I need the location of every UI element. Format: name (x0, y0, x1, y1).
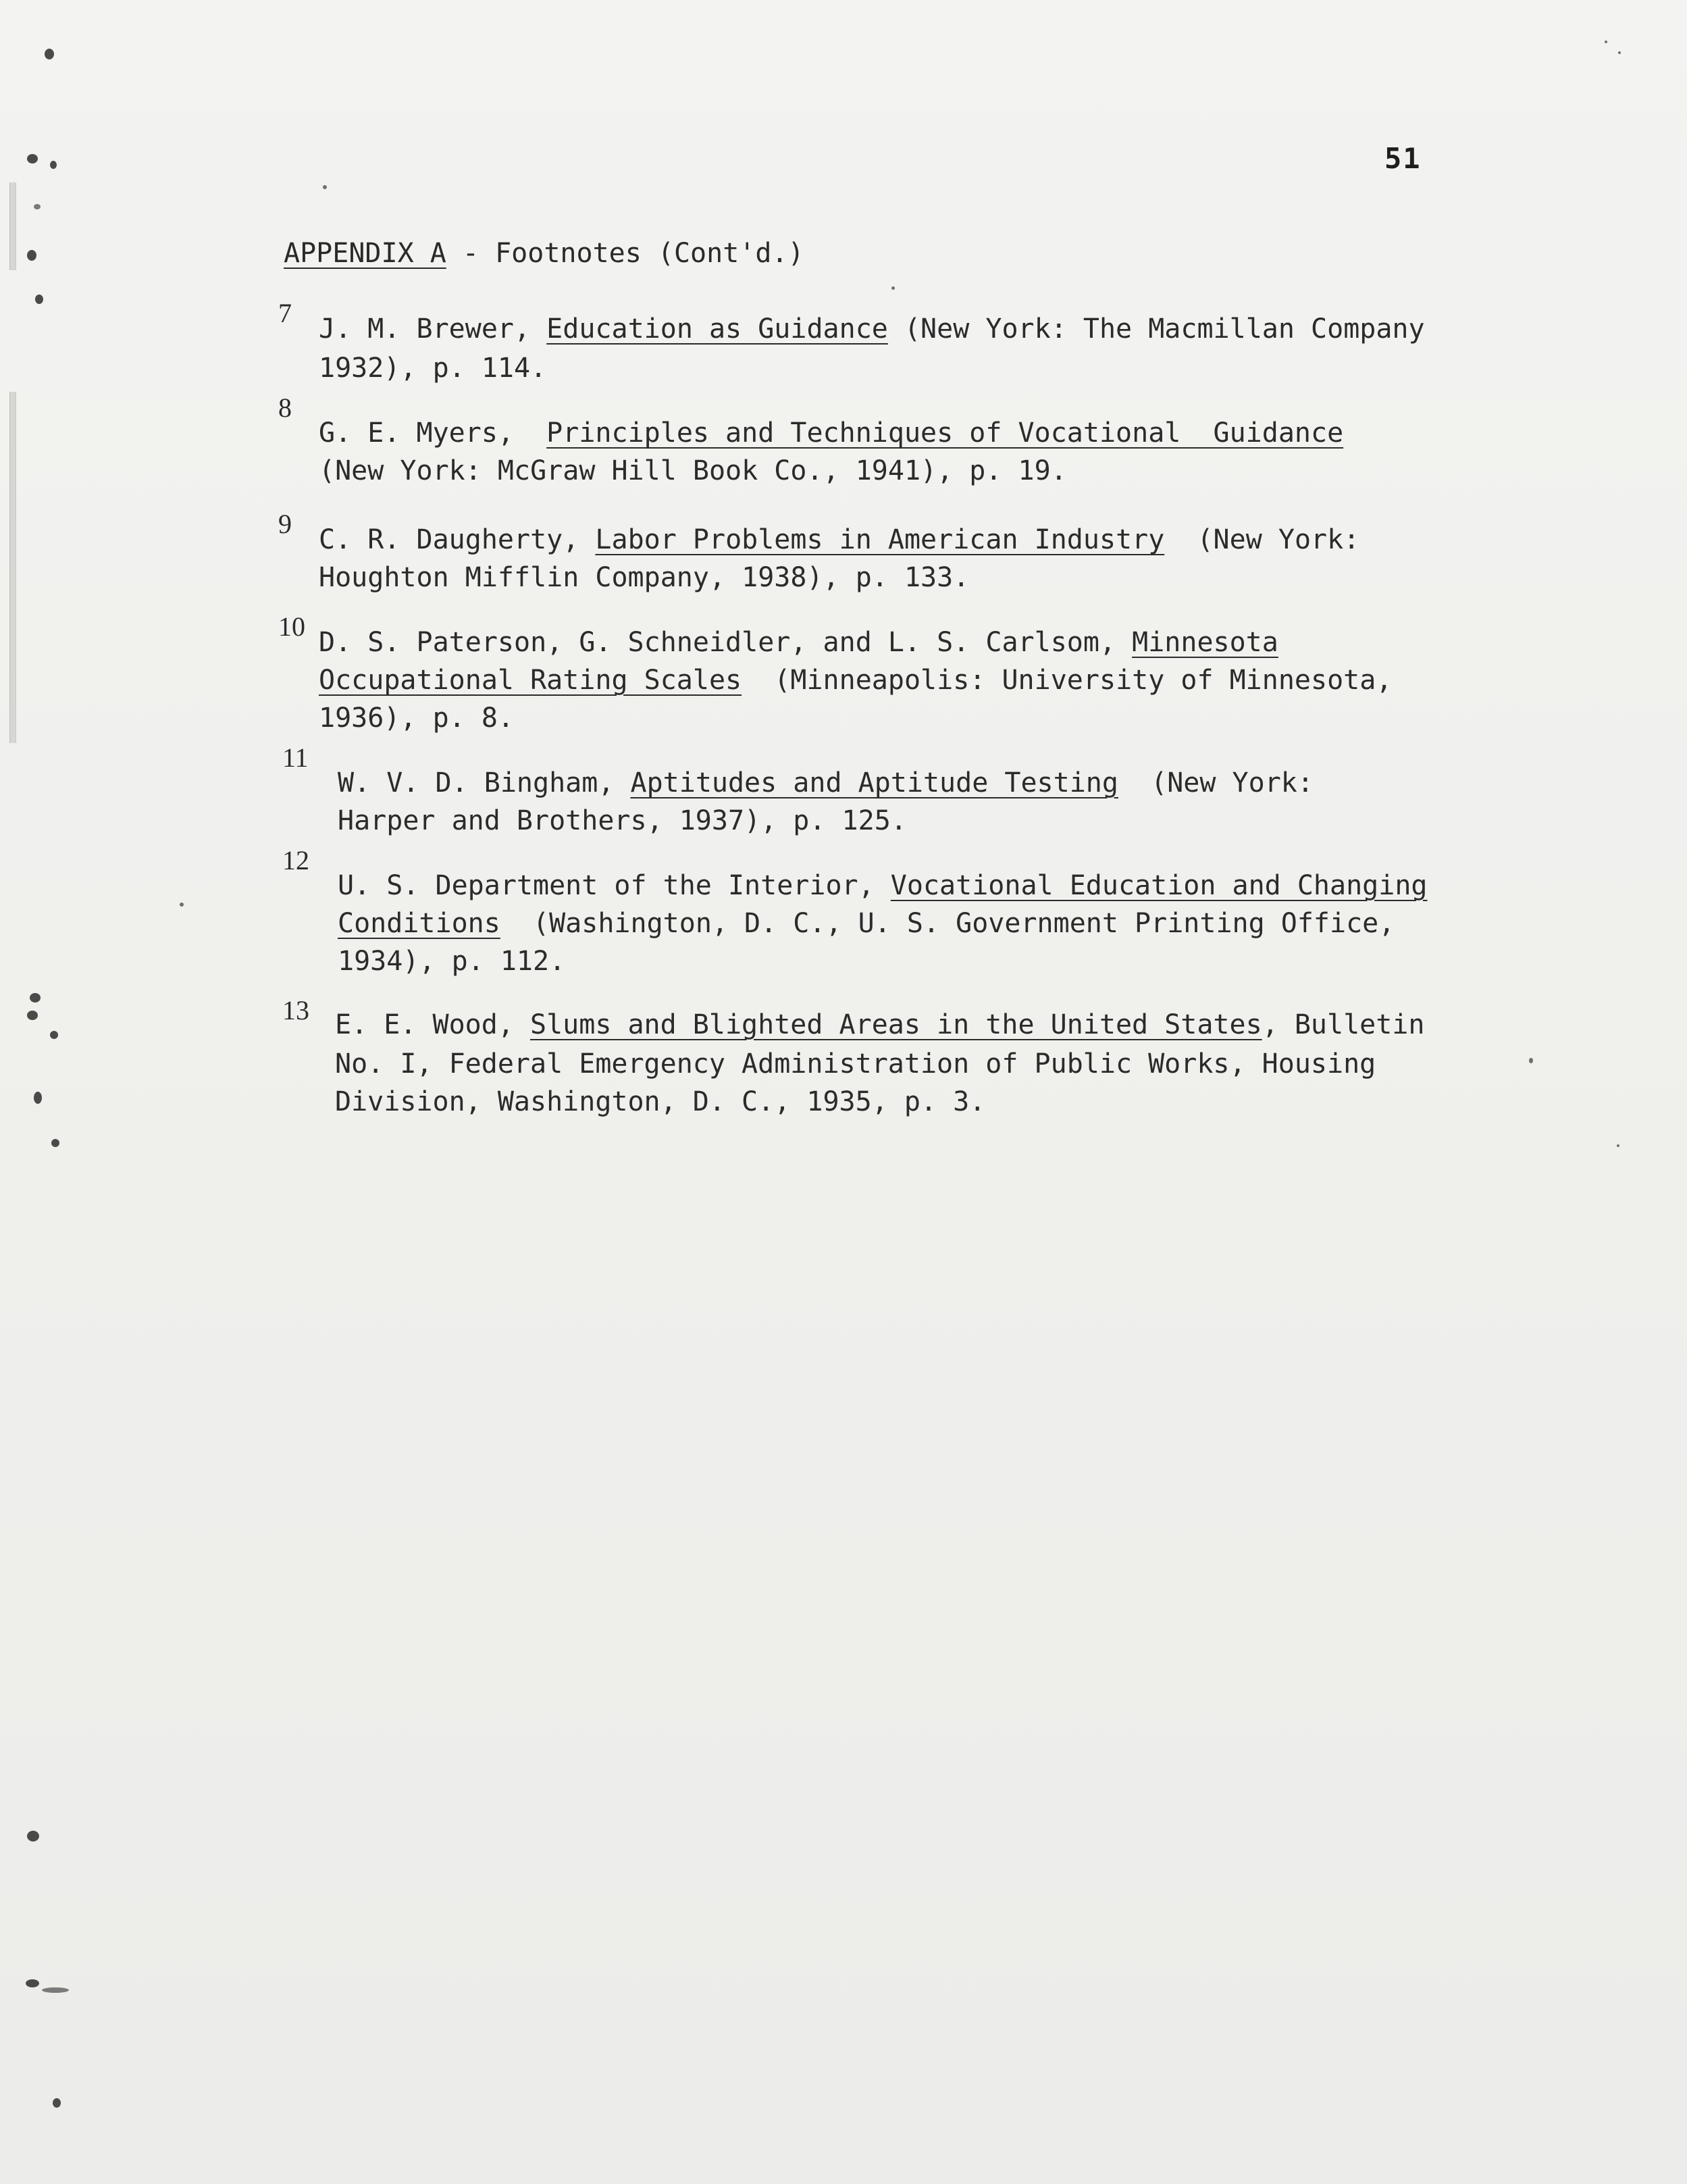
punch-mark (53, 2098, 61, 2108)
stray-mark (180, 903, 184, 907)
footnote-text: No. I, Federal Emergency Administration of Public Works, Housing (335, 1048, 1376, 1080)
footnote-text: , Bulletin (1262, 1009, 1425, 1040)
heading-label: APPENDIX A (284, 238, 446, 269)
footnote-title: Education as Guidance (546, 313, 888, 345)
page-heading (284, 238, 804, 269)
footnote-line (319, 627, 1278, 658)
footnote-text: 1936), p. 8. (319, 703, 514, 734)
footnote-line (319, 665, 1392, 696)
footnote-text: W. V. D. Bingham, (338, 767, 631, 798)
punch-mark (34, 1092, 42, 1104)
stray-mark (323, 185, 327, 189)
footnote-line (335, 1009, 1425, 1040)
footnote-line (319, 353, 546, 384)
footnote-text: (New York: McGraw Hill Book Co., 1941), p. 19. (319, 455, 1067, 486)
footnote-text: Harper and Brothers, 1937), p. 125. (338, 805, 907, 836)
stray-mark (891, 286, 895, 290)
stray-mark (1618, 51, 1621, 54)
punch-mark (51, 1139, 59, 1147)
punch-mark (27, 1011, 38, 1020)
footnote-text: (Washington, D. C., U. S. Government Printing Office, (500, 908, 1395, 939)
footnote-number: 13 (282, 995, 309, 1025)
footnote-number: 12 (282, 845, 309, 875)
page-number: 51 (1384, 142, 1422, 175)
binding-strip (9, 182, 16, 270)
punch-mark (34, 204, 41, 209)
punch-mark (50, 161, 57, 169)
footnote-number: 9 (278, 509, 292, 539)
footnote-text: U. S. Department of the Interior, (338, 870, 891, 901)
footnote-title: Conditions (338, 908, 500, 939)
footnote-line (319, 313, 1425, 345)
punch-mark (27, 154, 38, 163)
footnote-title: Occupational Rating Scales (319, 665, 742, 696)
footnote-line (319, 417, 1343, 449)
footnote-number: 8 (278, 392, 292, 423)
punch-mark (50, 1031, 58, 1039)
stray-mark (1617, 1144, 1619, 1147)
footnote-text: (New York: The Macmillan Company (887, 313, 1425, 345)
footnote-line (319, 524, 1359, 555)
footnote-title: Aptitudes and Aptitude Testing (630, 767, 1118, 798)
footnote-line (335, 1086, 985, 1117)
footnote-line (338, 767, 1314, 798)
heading-subtitle: - Footnotes (Cont'd.) (446, 238, 804, 269)
footnote-text: 1932), p. 114. (319, 353, 547, 384)
footnote-line (319, 562, 969, 593)
footnote-title: Minnesota (1132, 627, 1278, 658)
footnote-text: C. R. Daugherty, (319, 524, 596, 555)
footnote-title: Vocational Education and Changing (890, 870, 1428, 901)
footnote-text: 1934), p. 112. (338, 946, 566, 977)
footnote-number: 7 (278, 298, 292, 328)
punch-mark (27, 1831, 39, 1842)
footnote-text: D. S. Paterson, G. Schneidler, and L. S. Carlsom, (319, 627, 1133, 658)
stray-mark (1529, 1058, 1533, 1063)
footnote-line (338, 805, 907, 836)
punch-mark (26, 1979, 39, 1987)
footnote-text: Division, Washington, D. C., 1935, p. 3. (335, 1086, 986, 1117)
footnote-title: Principles and Techniques of Vocational Guidance (546, 417, 1344, 449)
punch-mark (45, 49, 54, 59)
footnote-text: J. M. Brewer, (319, 313, 547, 345)
punch-mark (30, 993, 41, 1002)
footnote-line (338, 870, 1428, 901)
footnote-line (338, 908, 1395, 939)
binding-strip (9, 392, 16, 743)
footnote-text: (Minneapolis: University of Minnesota, (742, 665, 1393, 696)
punch-mark (35, 295, 43, 304)
punch-mark (42, 1987, 69, 1993)
footnote-line (338, 946, 565, 977)
footnote-text: G. E. Myers, (319, 417, 547, 449)
footnote-title: Labor Problems in American Industry (595, 524, 1165, 555)
footnote-text: E. E. Wood, (335, 1009, 530, 1040)
stray-mark (1605, 41, 1607, 43)
footnote-line (319, 455, 1067, 486)
footnote-number: 11 (282, 742, 309, 773)
footnote-text: (New York: (1118, 767, 1314, 798)
footnote-title: Slums and Blighted Areas in the United States (529, 1009, 1262, 1040)
footnote-text: Houghton Mifflin Company, 1938), p. 133. (319, 562, 970, 593)
footnote-number: 10 (278, 611, 305, 642)
footnote-text: (New York: (1164, 524, 1360, 555)
punch-mark (27, 250, 36, 261)
footnote-line (319, 703, 514, 734)
footnote-line (335, 1048, 1376, 1080)
